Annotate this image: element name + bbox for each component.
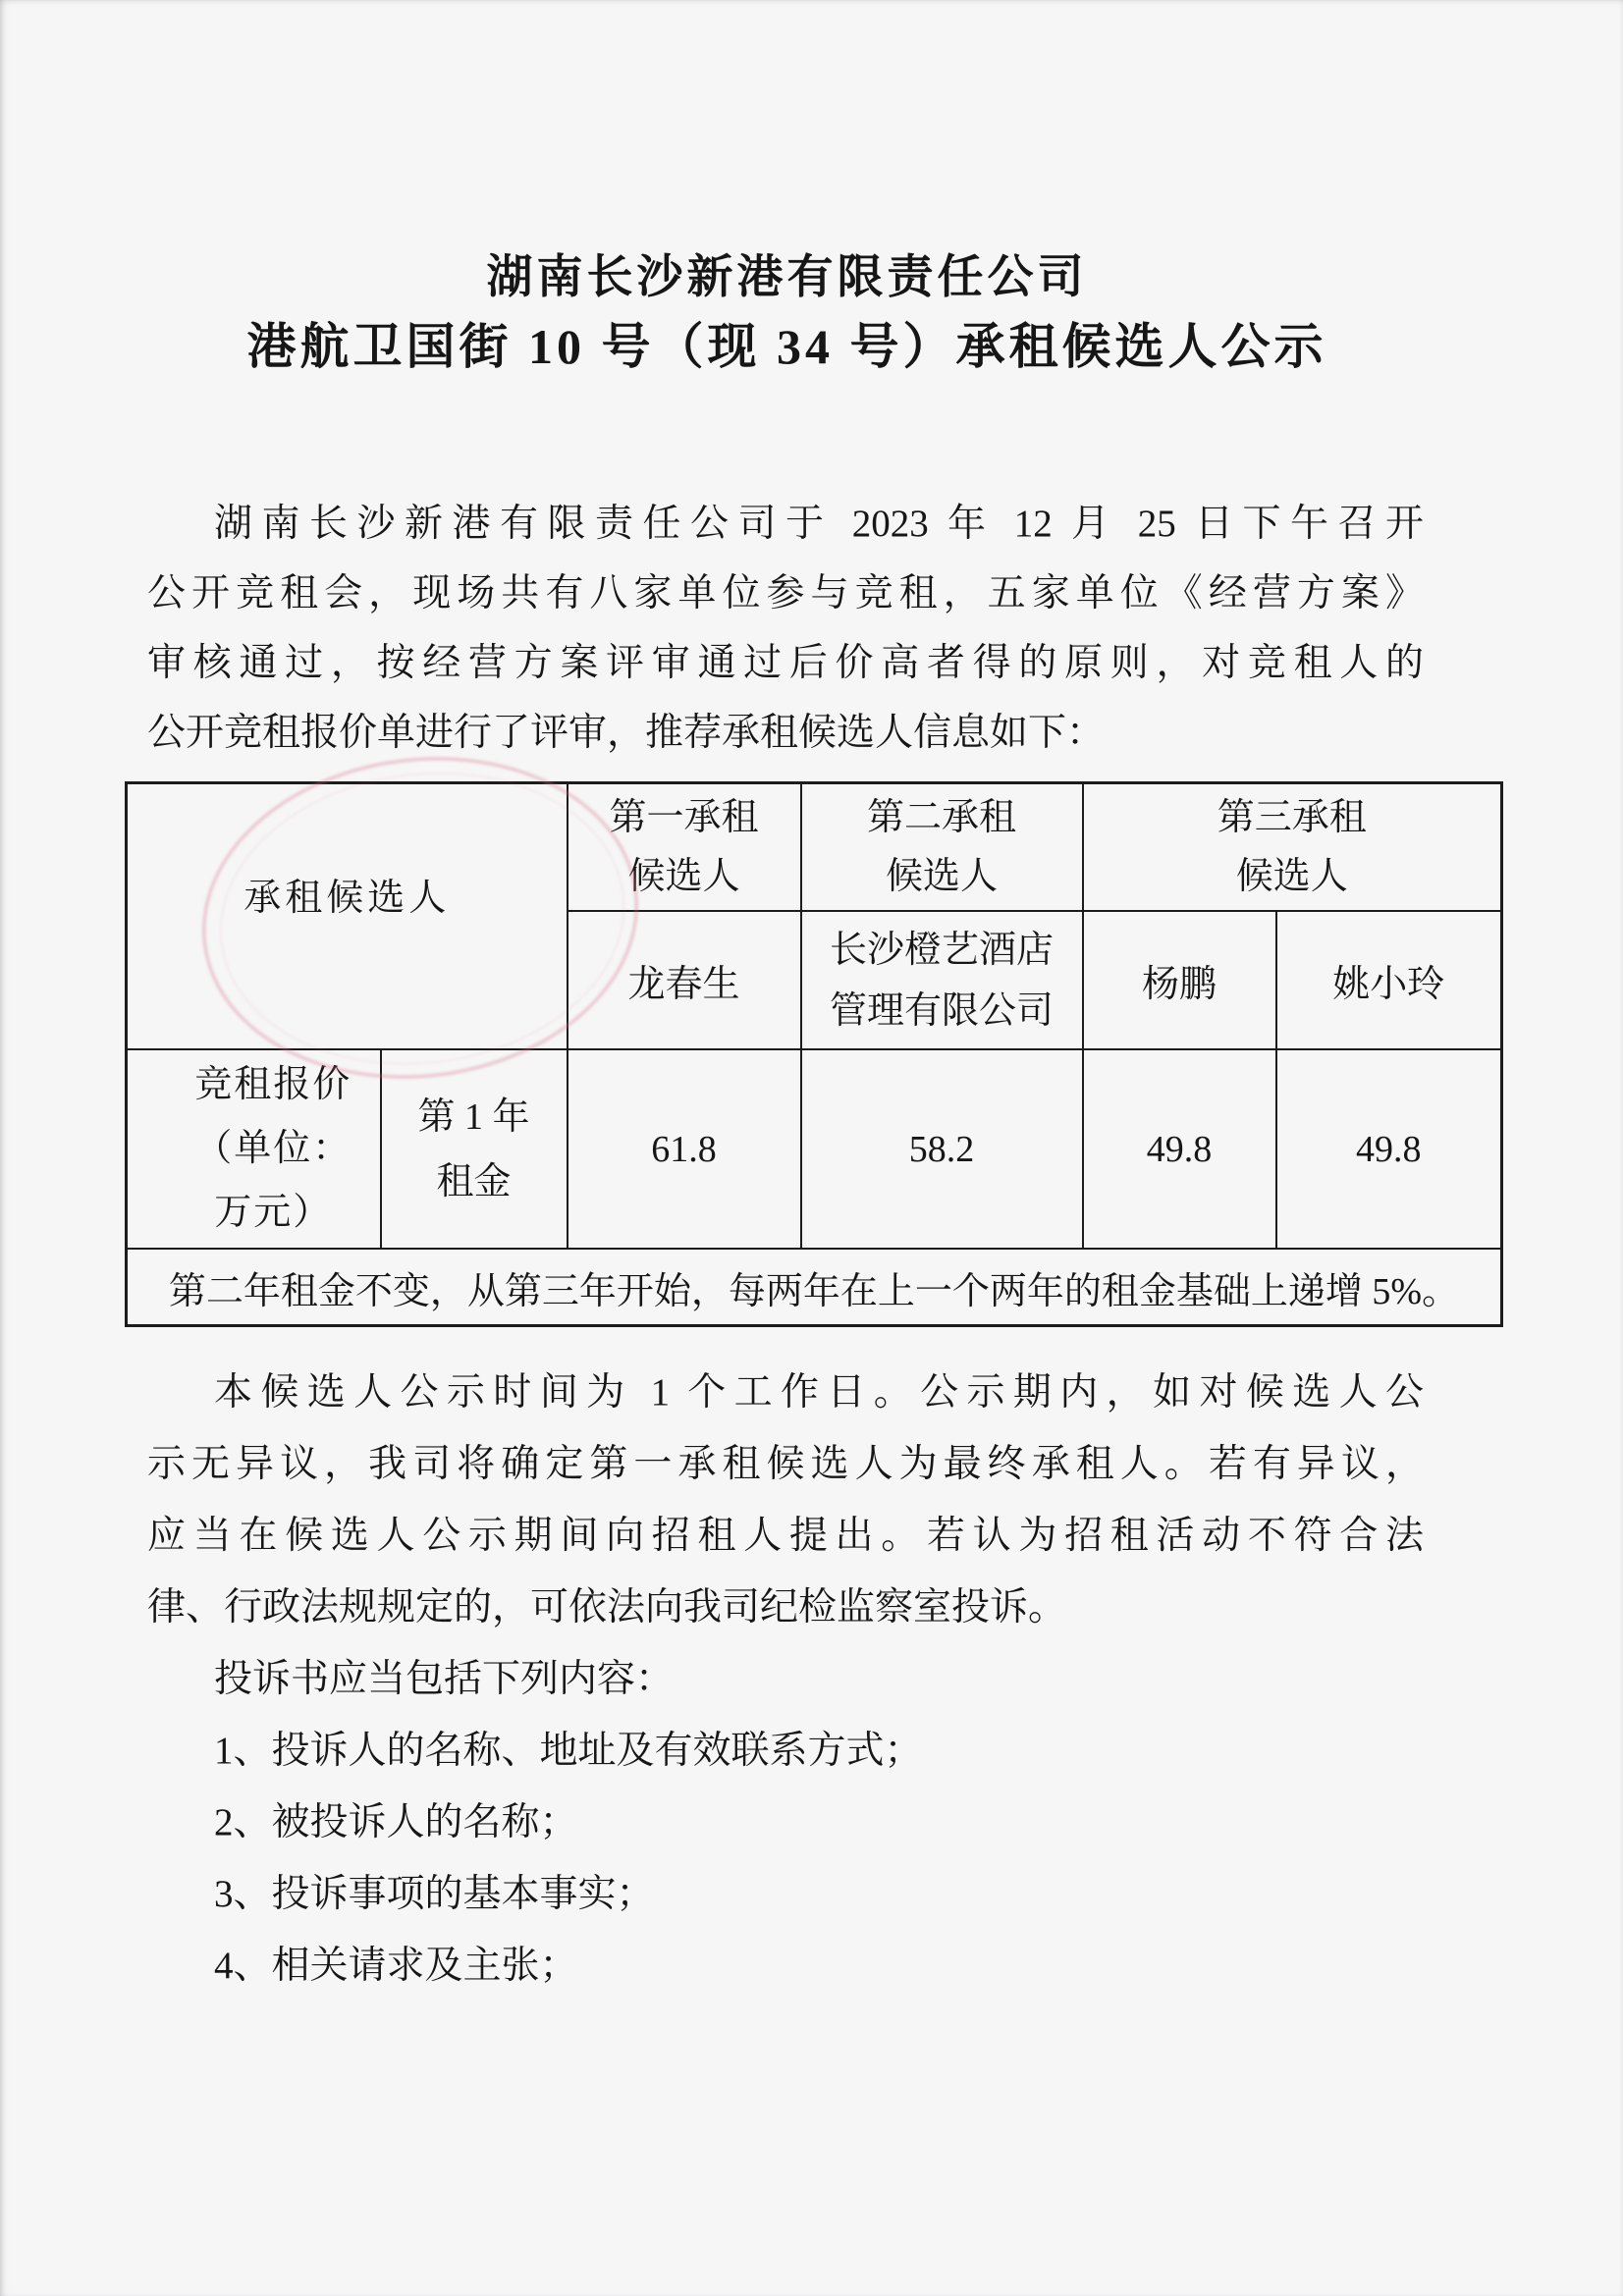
bid-value-third-b: 49.8 bbox=[1276, 1049, 1502, 1249]
text-line: 本候选人公示时间为 1 个工作日。公示期内，如对候选人公 bbox=[214, 1371, 1424, 1414]
header-text-line: 候选人 bbox=[886, 856, 999, 897]
candidate-name-third-a: 杨鹏 bbox=[1083, 911, 1276, 1049]
header-third-candidate bbox=[1083, 783, 1502, 912]
page-title-line-2: 港航卫国街 10 号（现 34 号）承租候选人公示 bbox=[246, 319, 1327, 374]
complaint-list-item-4: 4、相关请求及主张； bbox=[214, 1945, 578, 1987]
bid-value-third-a: 49.8 bbox=[1083, 1049, 1276, 1249]
complaint-list-item-2: 2、被投诉人的名称； bbox=[214, 1801, 578, 1843]
header-second-candidate bbox=[801, 783, 1083, 912]
label-text-line: 第 1 年 bbox=[417, 1095, 530, 1138]
candidates-table bbox=[125, 781, 1503, 1327]
candidate-name-line: 管理有限公司 bbox=[830, 989, 1055, 1032]
text-line: 审核通过，按经营方案评审通过后价高者得的原则，对竞租人的 bbox=[147, 642, 1424, 684]
first-year-rent-label bbox=[381, 1049, 568, 1249]
text-line: 湖南长沙新港有限责任公司于 2023 年 12 月 25 日下午召开 bbox=[214, 503, 1424, 545]
page-title-line-1: 湖南长沙新港有限责任公司 bbox=[486, 252, 1088, 303]
bid-value-second: 58.2 bbox=[801, 1049, 1083, 1249]
candidate-name-line: 长沙橙艺酒店 bbox=[830, 929, 1055, 971]
label-text-line: 租金 bbox=[436, 1160, 512, 1202]
candidate-name-second bbox=[801, 911, 1083, 1049]
text-line: 公开竞租报价单进行了评审，推荐承租候选人信息如下： bbox=[147, 712, 1106, 754]
header-first-candidate bbox=[568, 783, 801, 912]
header-text-line: 第三承租 bbox=[1217, 797, 1367, 838]
text-line: 应当在候选人公示期间向招租人提出。若认为招租活动不符合法 bbox=[147, 1515, 1424, 1557]
corner-header-label: 承租候选人 bbox=[243, 878, 451, 919]
label-text-line: 竞租报价 bbox=[194, 1064, 352, 1105]
label-text-line: 万元） bbox=[214, 1192, 333, 1233]
complaint-list-item-1: 1、投诉人的名称、地址及有效联系方式； bbox=[214, 1730, 923, 1772]
candidate-name-third-b: 姚小玲 bbox=[1276, 911, 1502, 1049]
header-text-line: 第一承租 bbox=[609, 797, 759, 838]
header-text-line: 第二承租 bbox=[867, 797, 1017, 838]
header-text-line: 候选人 bbox=[627, 856, 740, 897]
label-text-line: （单位： bbox=[194, 1128, 352, 1169]
page-title bbox=[147, 247, 1427, 379]
corner-header-cell bbox=[127, 783, 568, 1050]
bid-price-row-label bbox=[127, 1049, 381, 1249]
text-line: 公开竞租会，现场共有八家单位参与竞租，五家单位《经营方案》 bbox=[147, 572, 1424, 614]
complaint-list-item-3: 3、投诉事项的基本事实； bbox=[214, 1873, 655, 1915]
text-line: 示无异议，我司将确定第一承租候选人为最终承租人。若有异议， bbox=[147, 1443, 1424, 1485]
text-line: 律、行政法规规定的，可依法向我司纪检监察室投诉。 bbox=[147, 1586, 1067, 1629]
bid-value-first: 61.8 bbox=[568, 1049, 801, 1249]
candidate-name-first: 龙春生 bbox=[568, 911, 801, 1049]
opening-paragraph bbox=[147, 489, 1424, 768]
table-footnote: 第二年租金不变，从第三年开始，每两年在上一个两年的租金基础上递增 5%。 bbox=[127, 1249, 1502, 1326]
publicity-paragraph bbox=[147, 1357, 1424, 1643]
header-text-line: 候选人 bbox=[1235, 856, 1348, 897]
complaint-intro-line: 投诉书应当包括下列内容： bbox=[214, 1658, 675, 1700]
